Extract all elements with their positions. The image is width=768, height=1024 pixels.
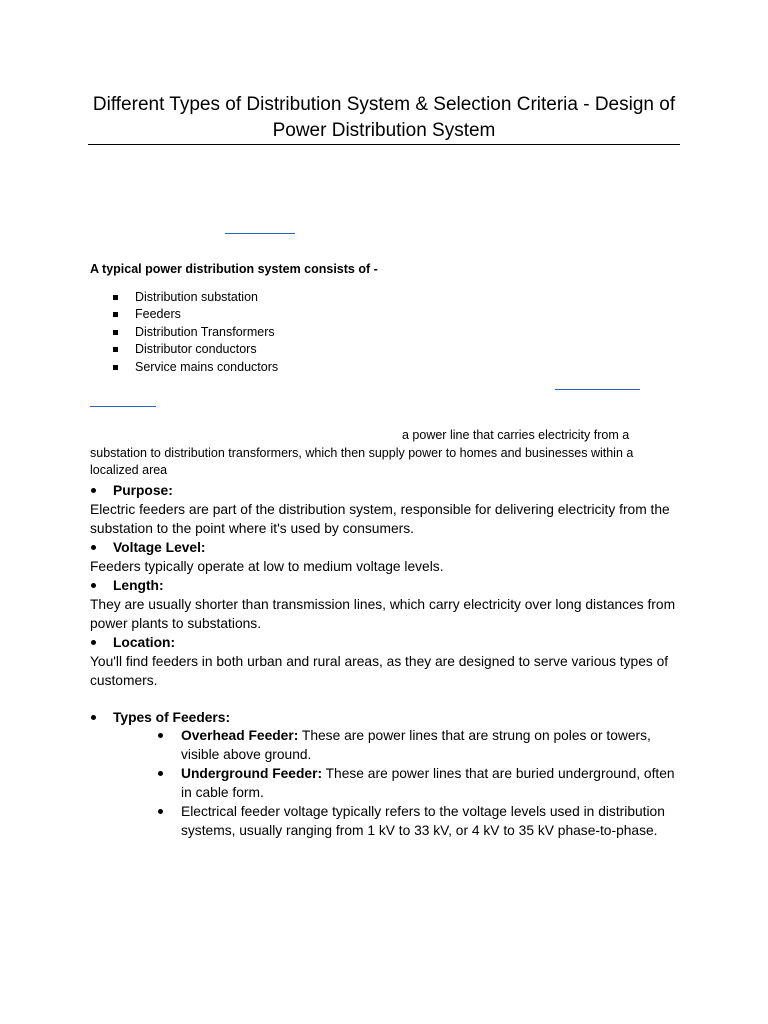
bullet-icon (158, 733, 163, 738)
bullet-icon (91, 488, 96, 493)
title-line-2: Power Distribution System (272, 120, 496, 141)
square-bullet-icon (113, 312, 118, 317)
bullet-icon (91, 545, 96, 550)
list-item: Distribution Transformers (112, 324, 278, 341)
list-item: Feeders (112, 306, 278, 323)
square-bullet-icon (113, 347, 118, 352)
section-location: Location: You'll find feeders in both urban and rural areas, as they are designed to serve various types of customers. (90, 635, 669, 688)
section-types-of-feeders: Types of Feeders: (90, 708, 680, 727)
list-item: Service mains conductors (112, 359, 278, 376)
square-bullet-icon (113, 365, 118, 370)
bullet-icon (158, 771, 163, 776)
list-item: Distribution substation (112, 289, 278, 306)
title-underline (88, 144, 680, 145)
components-list (112, 289, 278, 376)
section-length: Length: They are usually shorter than transmission lines, which carry electricity over long distances from power plants to substations. (90, 578, 676, 631)
feeder-types-list (157, 726, 677, 840)
link-underline-2[interactable] (555, 389, 640, 390)
bullet-icon (158, 809, 163, 814)
document-title (88, 92, 680, 144)
section-voltage-level: Voltage Level: Feeders typically operate at low to medium voltage levels. (90, 540, 444, 574)
list-item: Overhead Feeder: These are power lines that are strung on poles or towers, visible above ground. (157, 726, 677, 764)
link-underline-1[interactable] (225, 233, 295, 234)
title-line-1: Different Types of Distribution System & Selection Criteria - Design of (92, 94, 676, 115)
link-underline-3[interactable] (90, 406, 156, 407)
bullet-icon (91, 583, 96, 588)
bullet-icon (91, 640, 96, 645)
list-item: Underground Feeder: These are power lines that are buried underground, often in cable form. (157, 764, 677, 802)
feeder-definition: a power line that carries electricity from a substation to distribution transformers, which then supply power to homes and businesses within a localized area (90, 428, 634, 478)
list-item: Electrical feeder voltage typically refers to the voltage levels used in distribution systems, usually ranging from 1 kV to 33 kV, or 4 kV to 35 kV phase-to-phase. (157, 802, 677, 840)
square-bullet-icon (113, 330, 118, 335)
list-item: Distributor conductors (112, 341, 278, 358)
bullet-icon (91, 715, 96, 720)
intro-heading: A typical power distribution system consists of - (90, 262, 378, 276)
square-bullet-icon (113, 295, 118, 300)
section-purpose: Purpose: Electric feeders are part of the distribution system, responsible for delivering electricity from the substation to the point where it's used by consumers. (90, 483, 670, 536)
